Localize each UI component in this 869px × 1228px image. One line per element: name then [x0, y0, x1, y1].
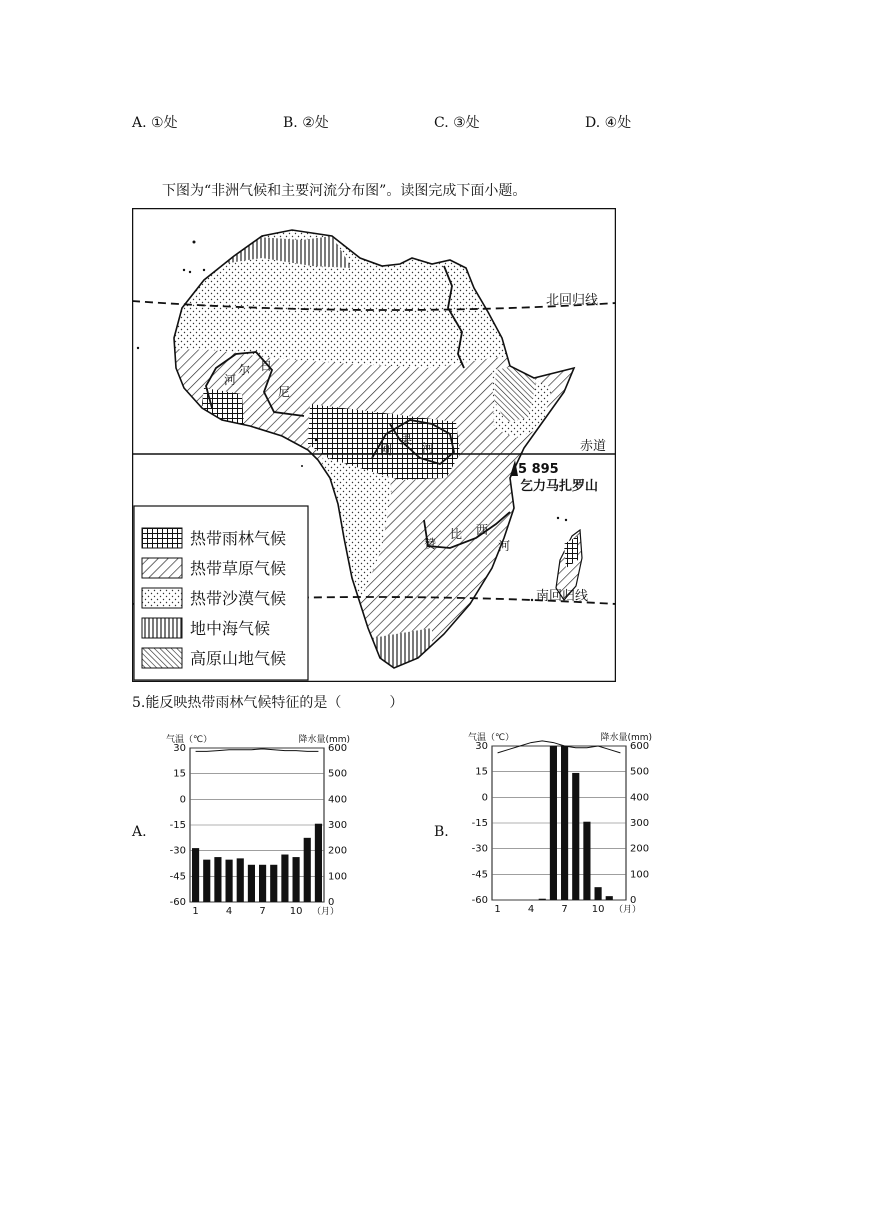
right-tick-label: 0 — [328, 897, 335, 908]
left-tick-label: 30 — [173, 743, 186, 754]
left-tick-label: -30 — [169, 845, 186, 857]
zambezi-label-3: 西 — [476, 523, 489, 537]
precip-bar — [595, 887, 602, 900]
niger-label-2: 尔 — [238, 363, 251, 377]
climate-chart-a[interactable] — [154, 728, 354, 918]
option-a-letter: A. — [132, 115, 147, 131]
right-tick-label: 100 — [328, 871, 348, 883]
precip-bar — [539, 899, 546, 900]
question-5 — [132, 692, 403, 712]
question-close: ） — [389, 695, 404, 711]
precip-bar — [572, 773, 579, 900]
option-b[interactable] — [283, 112, 329, 132]
right-tick-label: 100 — [630, 869, 650, 881]
option-c-letter: C. — [434, 115, 449, 131]
right-tick-label: 400 — [328, 794, 348, 806]
precip-bar — [270, 865, 277, 902]
left-tick-label: -60 — [471, 895, 488, 906]
right-tick-label: 300 — [328, 820, 348, 831]
legend-label-highland: 高原山地气候 — [190, 649, 287, 668]
zambezi-label-2: 比 — [450, 527, 463, 541]
legend-swatch-rainforest — [142, 528, 182, 548]
right-axis-label: 降水量(mm) — [298, 735, 350, 745]
question-text: 能反映热带雨林气候特征的是（ — [145, 695, 342, 711]
x-tick-label: 4 — [527, 904, 535, 915]
left-tick-label: -45 — [169, 871, 186, 883]
precip-bar — [315, 824, 322, 902]
option-c[interactable] — [434, 112, 480, 132]
niger-label-1: 河 — [224, 373, 237, 387]
x-tick-label: 7 — [561, 904, 568, 915]
left-tick-label: -15 — [169, 820, 186, 831]
precip-bar — [237, 858, 244, 902]
x-tick-label: 1 — [494, 904, 501, 915]
zambezi-label-4: 河 — [498, 539, 511, 553]
precip-bar — [259, 865, 266, 902]
right-tick-label: 500 — [328, 768, 348, 780]
left-tick-label: -45 — [471, 869, 488, 881]
left-axis-label: 气温（℃） — [468, 733, 515, 743]
x-axis-label: （月） — [614, 905, 642, 915]
question-number: 5. — [132, 695, 146, 711]
map-legend — [134, 506, 308, 680]
right-tick-label: 200 — [630, 843, 650, 855]
right-tick-label: 500 — [630, 766, 650, 778]
right-tick-label: 0 — [630, 895, 637, 906]
precip-bar — [583, 822, 590, 900]
precip-bar — [226, 860, 233, 902]
right-tick-label: 400 — [630, 792, 650, 804]
option-b-letter: B. — [283, 115, 298, 131]
niger-label-4: 尼 — [278, 385, 291, 399]
legend-swatch-savanna — [142, 558, 182, 578]
precip-bar — [248, 865, 255, 902]
precip-bar — [281, 855, 288, 902]
tropic-north-label: 北回归线 — [546, 293, 599, 308]
right-axis-label: 降水量(mm) — [600, 733, 652, 743]
niger-label-3: 日 — [260, 359, 273, 373]
climate-chart-b[interactable] — [456, 726, 656, 916]
congo-label-1: 刚 — [380, 443, 393, 457]
option-a[interactable] — [132, 112, 178, 132]
left-tick-label: 15 — [475, 766, 488, 778]
peak-elevation: 5 895 — [518, 462, 559, 477]
peak-name: 乞力马扎罗山 — [520, 479, 599, 494]
x-tick-label: 10 — [591, 904, 605, 915]
option-d[interactable] — [585, 112, 631, 132]
legend-label-desert: 热带沙漠气候 — [190, 589, 287, 608]
legend-swatch-desert — [142, 588, 182, 608]
option-d-letter: D. — [585, 115, 601, 131]
x-axis-label: （月） — [312, 907, 340, 917]
precip-bar — [304, 838, 311, 902]
equator-label: 赤道 — [580, 439, 607, 454]
precip-bar — [561, 746, 568, 900]
right-tick-label: 600 — [630, 741, 650, 752]
zambezi-label-1: 赞 — [424, 537, 437, 551]
option-b-text: ②处 — [302, 115, 329, 131]
intro-text: 下图为“非洲气候和主要河流分布图”。读图完成下面小题。 — [162, 183, 527, 199]
x-tick-label: 1 — [192, 906, 199, 917]
x-tick-label: 10 — [289, 906, 303, 917]
legend-label-rainforest: 热带雨林气候 — [190, 529, 287, 548]
x-tick-label: 7 — [259, 906, 266, 917]
x-tick-label: 4 — [225, 906, 233, 917]
precip-bar — [203, 860, 210, 902]
africa-climate-map — [132, 208, 616, 682]
choice-b-label[interactable]: B. — [434, 824, 449, 840]
precip-bar — [293, 857, 300, 902]
left-tick-label: 15 — [173, 768, 186, 780]
precip-bar — [550, 746, 557, 900]
right-tick-label: 200 — [328, 845, 348, 857]
legend-label-savanna: 热带草原气候 — [190, 559, 287, 578]
left-tick-label: -60 — [169, 897, 186, 908]
left-axis-label: 气温（℃） — [166, 735, 213, 745]
choice-a-label[interactable]: A. — [132, 824, 147, 840]
option-d-text: ④处 — [604, 115, 632, 131]
tropic-south-label: 南回归线 — [536, 589, 589, 604]
precip-bar — [606, 896, 613, 900]
option-c-text: ③处 — [453, 115, 480, 131]
right-tick-label: 300 — [630, 818, 650, 829]
left-tick-label: 0 — [481, 792, 488, 804]
left-tick-label: -15 — [471, 818, 488, 829]
option-a-text: ①处 — [151, 115, 178, 131]
legend-label-mediterranean: 地中海气候 — [190, 619, 271, 638]
right-tick-label: 600 — [328, 743, 348, 754]
legend-swatch-highland — [142, 648, 182, 668]
left-tick-label: -30 — [471, 843, 488, 855]
precip-bar — [192, 848, 199, 902]
congo-label-2: 果 — [400, 433, 413, 447]
left-tick-label: 30 — [475, 741, 488, 752]
left-tick-label: 0 — [179, 794, 186, 806]
precip-bar — [214, 857, 221, 902]
congo-label-3: 河 — [422, 441, 435, 455]
legend-swatch-mediterranean — [142, 618, 182, 638]
